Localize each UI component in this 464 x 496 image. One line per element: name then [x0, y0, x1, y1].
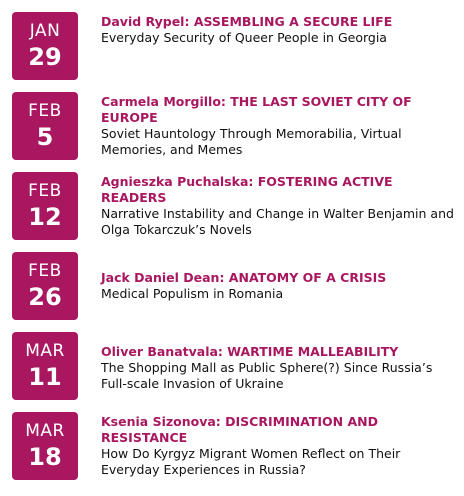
event-title-link[interactable]: Oliver Banatvala: WARTIME MALLEABILITY: [101, 344, 399, 359]
date-day: 11: [28, 363, 62, 391]
event-subtitle: Everyday Security of Queer People in Georgia: [101, 30, 387, 45]
event-text: [101, 94, 459, 158]
date-badge[interactable]: [12, 172, 78, 240]
event-item: [12, 172, 460, 240]
date-badge[interactable]: [12, 92, 78, 160]
event-text: [101, 174, 459, 238]
date-month: MAR: [25, 421, 65, 441]
event-item: [12, 332, 460, 400]
date-day: 18: [28, 443, 62, 471]
date-month: FEB: [28, 261, 62, 281]
date-month: JAN: [29, 21, 61, 41]
event-item: [12, 252, 460, 320]
event-title-link[interactable]: Carmela Morgillo: THE LAST SOVIET CITY OF EUROPE: [101, 94, 412, 125]
event-item: [12, 92, 460, 160]
event-title-link[interactable]: David Rypel: ASSEMBLING A SECURE LIFE: [101, 14, 393, 29]
event-text: [101, 270, 459, 302]
date-badge[interactable]: [12, 12, 78, 80]
date-badge[interactable]: [12, 412, 78, 480]
event-subtitle: The Shopping Mall as Public Sphere(?) Since Russia’s Full-scale Invasion of Ukraine: [101, 360, 433, 391]
event-title-link[interactable]: Jack Daniel Dean: ANATOMY OF A CRISIS: [101, 270, 387, 285]
event-item: [12, 412, 460, 480]
event-item: [12, 12, 460, 80]
date-day: 12: [28, 203, 62, 231]
event-subtitle: How Do Kyrgyz Migrant Women Reflect on Their Everyday Experiences in Russia?: [101, 446, 401, 477]
date-badge[interactable]: [12, 252, 78, 320]
date-day: 29: [28, 43, 62, 71]
date-month: FEB: [28, 181, 62, 201]
date-month: FEB: [28, 101, 62, 121]
date-day: 26: [28, 283, 62, 311]
event-subtitle: Medical Populism in Romania: [101, 286, 284, 301]
event-text: [101, 414, 459, 478]
event-title-link[interactable]: Ksenia Sizonova: DISCRIMINATION AND RESISTANCE: [101, 414, 379, 445]
event-title-link[interactable]: Agnieszka Puchalska: FOSTERING ACTIVE READERS: [101, 174, 393, 205]
date-day: 5: [36, 123, 54, 151]
event-text: [101, 14, 459, 46]
date-month: MAR: [25, 341, 65, 361]
event-text: [101, 344, 459, 392]
event-subtitle: Narrative Instability and Change in Walter Benjamin and Olga Tokarczuk’s Novels: [101, 206, 454, 237]
event-subtitle: Soviet Hauntology Through Memorabilia, Virtual Memories, and Memes: [101, 126, 402, 157]
date-badge[interactable]: [12, 332, 78, 400]
